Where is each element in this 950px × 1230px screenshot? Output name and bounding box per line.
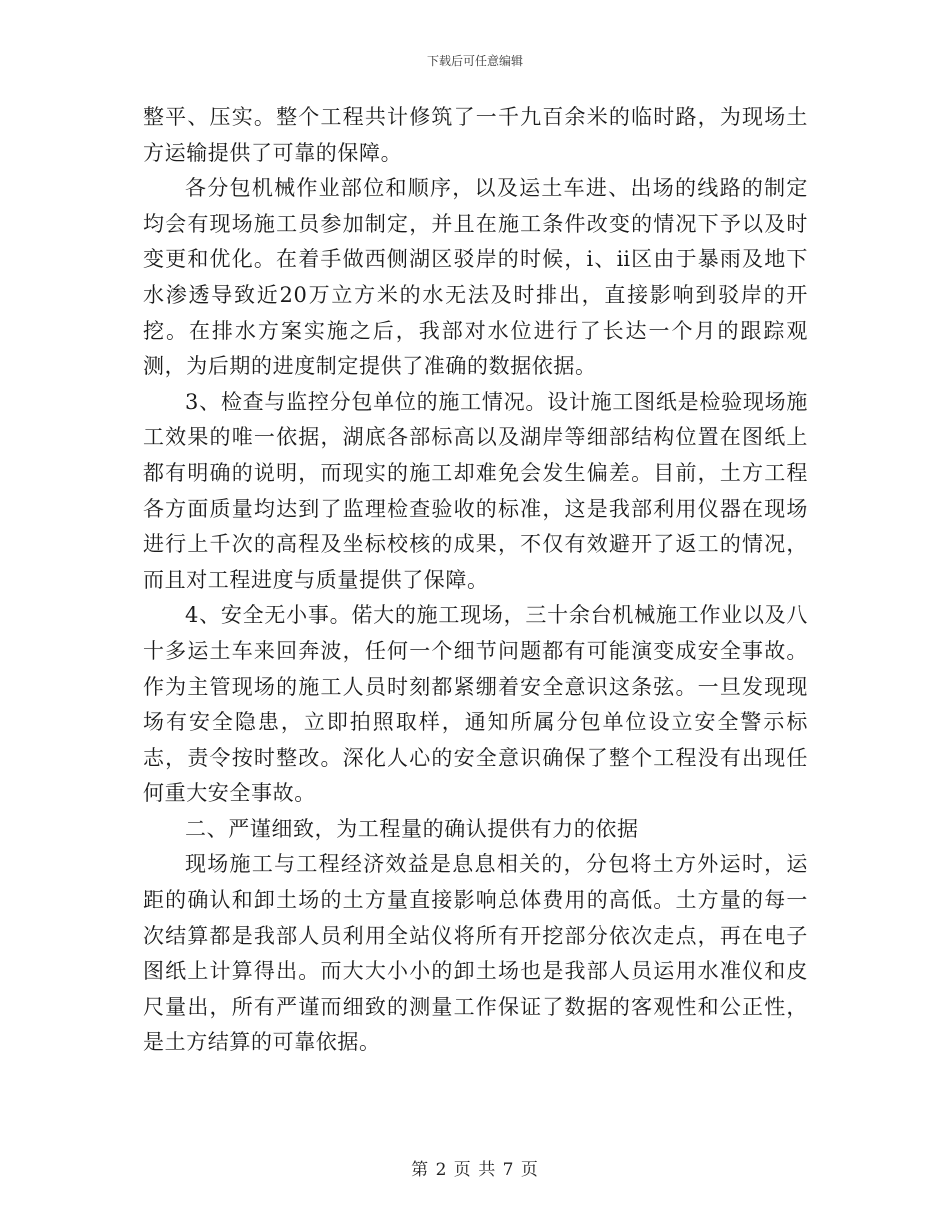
paragraph-5: 现场施工与工程经济效益是息息相关的，分包将土方外运时，运距的确认和卸土场的土方量直接影响总体费用的高低。土方量的每一次结算都是我部人员利用全站仪将所有开挖部分依次走点，再在电子图纸上计算得出。而大大小小的卸土场也是我部人员运用水准仪和皮尺量出，所有严谨而细致的测量工作保证了数据的客观性和公正性，是土方结算的可靠依据。 (143, 852, 808, 1055)
page-footer: 第 2 页 共 7 页 (411, 1160, 539, 1180)
document-body (143, 100, 808, 1061)
paragraph-3: 3、检查与监控分包单位的施工情况。设计施工图纸是检验现场施工效果的唯一依据，湖底各部标高以及湖岸等细部结构位置在图纸上都有明确的说明，而现实的施工却难免会发生偏差。目前，土方工程各方面质量均达到了监理检查验收的标准，这是我部利用仪器在现场进行上千次的高程及坐标校核的成果，不仅有效避开了返工的情况，而且对工程进度与质量提供了保障。 (143, 389, 808, 592)
paragraph-2: 各分包机械作业部位和顺序，以及运土车进、出场的线路的制定均会有现场施工员参加制定，并且在施工条件改变的情况下予以及时变更和优化。在着手做西侧湖区驳岸的时候，ⅰ、ⅱ区由于暴雨及地下水渗透导致近20万立方米的水无法及时排出，直接影响到驳岸的开挖。在排水方案实施之后，我部对水位进行了长达一个月的跟踪观测，为后期的进度制定提供了准确的数据依据。 (143, 176, 808, 379)
page-header: 下载后可任意编辑 (426, 54, 523, 68)
paragraph-1: 整平、压实。整个工程共计修筑了一千九百余米的临时路，为现场土方运输提供了可靠的保障。 (143, 105, 808, 165)
paragraph-4: 4、安全无小事。偌大的施工现场，三十余台机械施工作业以及八十多运土车来回奔波，任何一个细节问题都有可能演变成安全事故。作为主管现场的施工人员时刻都紧绷着安全意识这条弦。一旦发现现场有安全隐患，立即拍照取样，通知所属分包单位设立安全警示标志，责令按时整改。深化人心的安全意识确保了整个工程没有出现任何重大安全事故。 (143, 603, 808, 806)
section-heading: 二、严谨细致，为工程量的确认提供有力的依据 (185, 816, 639, 841)
